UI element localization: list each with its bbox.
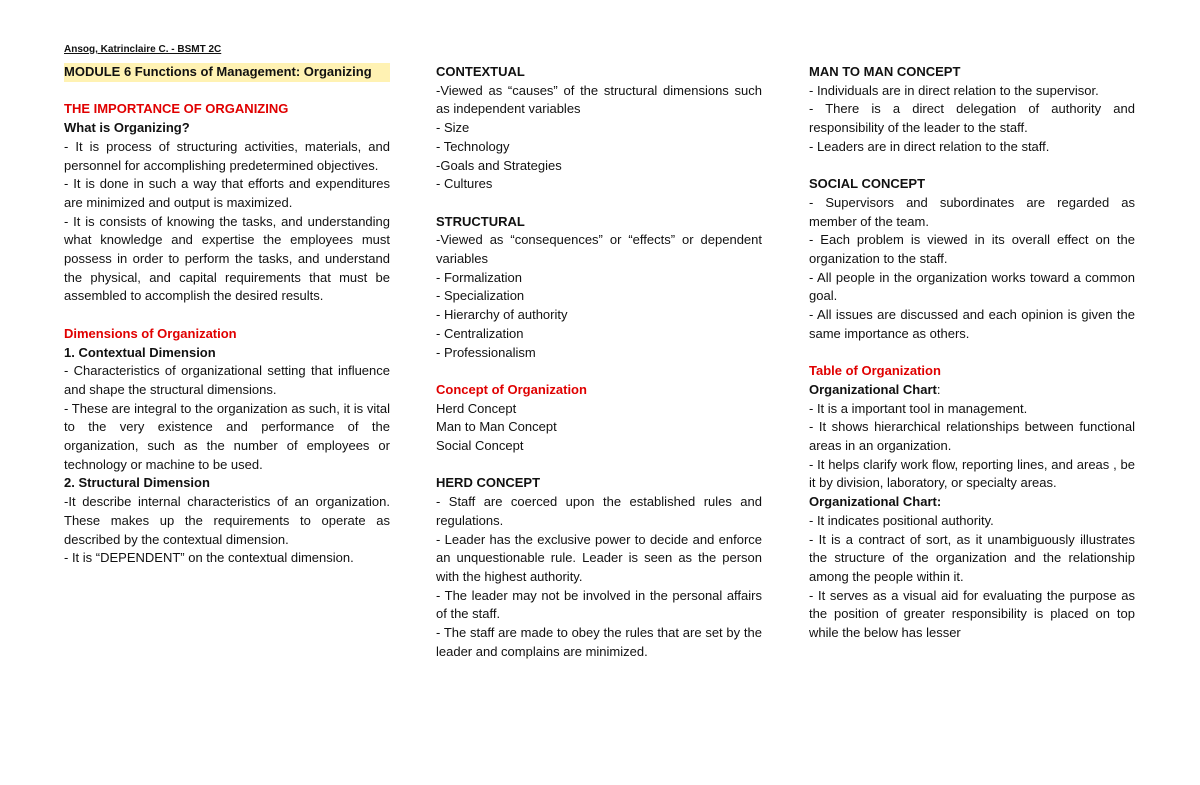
- paragraph: - Characteristics of organizational setting that influence and shape the structural dimensions.: [64, 363, 390, 397]
- chart1-colon: :: [936, 381, 941, 397]
- contextual-heading: CONTEXTUAL: [436, 64, 525, 79]
- structural-dimension-heading: 2. Structural Dimension: [64, 475, 210, 491]
- list-item: -Viewed as “causes” of the structural dimensions such as independent variables: [436, 82, 762, 117]
- structural-heading: STRUCTURAL: [436, 213, 525, 229]
- paragraph: - It is done in such a way that efforts and expenditures are minimized and output is maximized.: [64, 176, 390, 210]
- paragraph: - It is “DEPENDENT” on the contextual dimension.: [64, 550, 354, 566]
- list-item: Herd Concept: [436, 400, 517, 416]
- list-item: - Supervisors and subordinates are regarded as member of the team.: [809, 194, 1135, 229]
- contextual-dimension-heading: 1. Contextual Dimension: [64, 344, 216, 360]
- list-item: - It helps clarify work flow, reporting lines, and areas , be it by division, laboratory, or specialty areas.: [809, 456, 1135, 491]
- column-left: [64, 63, 390, 568]
- dimensions-heading: Dimensions of Organization: [64, 325, 237, 341]
- list-item: - Professionalism: [436, 344, 536, 360]
- list-item: - All issues are discussed and each opinion is given the same importance as others.: [809, 307, 1135, 341]
- paragraph: -It describe internal characteristics of an organization. These makes up the requirements to operate as described by the contextual dimension.: [64, 494, 390, 547]
- herd-heading: HERD CONCEPT: [436, 475, 541, 491]
- list-item: Man to Man Concept: [436, 419, 557, 435]
- list-item: - It is a important tool in management.: [809, 400, 1028, 416]
- list-item: - Leaders are in direct relation to the staff.: [809, 138, 1050, 154]
- list-item: - Technology: [436, 138, 510, 154]
- list-item: - It indicates positional authority.: [809, 512, 994, 528]
- paragraph: - It is process of structuring activities, materials, and personnel for accomplishing predetermined objectives.: [64, 138, 390, 173]
- list-item: - The staff are made to obey the rules that are set by the leader and complains are minimized.: [436, 625, 762, 659]
- table-heading: Table of Organization: [809, 363, 941, 379]
- list-item: - All people in the organization works toward a common goal.: [809, 269, 1135, 304]
- list-item: - Specialization: [436, 288, 525, 304]
- list-item: - Hierarchy of authority: [436, 307, 568, 323]
- concept-heading: Concept of Organization: [436, 381, 587, 397]
- module-title: MODULE 6 Functions of Management: Organizing: [64, 63, 390, 82]
- paragraph: - These are integral to the organization as such, it is vital to the very existence and performance of the organization, such as the number of employees or technology or machine to be used.: [64, 400, 390, 472]
- list-item: -Goals and Strategies: [436, 157, 562, 173]
- list-item: Social Concept: [436, 438, 524, 454]
- chart1-heading-line: [809, 381, 1135, 400]
- list-item: - Formalization: [436, 269, 522, 285]
- importance-heading: THE IMPORTANCE OF ORGANIZING: [64, 101, 289, 117]
- paragraph: - It is consists of knowing the tasks, and understanding what knowledge and expertise the employees must possess in order to perform the tasks, and understand the physical, and capital requirements that must be assembled to accomplish the desired results.: [64, 213, 390, 304]
- what-is-heading: What is Organizing?: [64, 120, 190, 136]
- list-item: - Leader has the exclusive power to decide and enforce an unquestionable rule. Leader is seen as the person with the highest authority.: [436, 531, 762, 584]
- list-item: - There is a direct delegation of authority and responsibility of the leader to the staff.: [809, 101, 1135, 136]
- list-item: - It serves as a visual aid for evaluating the purpose as the position of greater responsibility is placed on top while the below has lesser: [809, 587, 1135, 641]
- list-item: - The leader may not be involved in the personal affairs of the staff.: [436, 587, 762, 622]
- list-item: - Individuals are in direct relation to the supervisor.: [809, 82, 1099, 98]
- list-item: - Size: [436, 120, 470, 136]
- column-right: [809, 63, 1135, 643]
- list-item: -Viewed as “consequences” or “effects” or dependent variables: [436, 232, 762, 267]
- column-middle: [436, 63, 762, 661]
- list-item: - Staff are coerced upon the established rules and regulations.: [436, 494, 762, 528]
- author-line: Ansog, Katrinclaire C. - BSMT 2C: [64, 44, 222, 55]
- list-item: - It is a contract of sort, as it unambiguously illustrates the structure of the organization and the relationship among the people within it.: [809, 531, 1135, 584]
- list-item: - Each problem is viewed in its overall effect on the organization to the staff.: [809, 232, 1135, 267]
- chart1-heading: Organizational Chart: [809, 381, 937, 397]
- list-item: - It shows hierarchical relationships between functional areas in an organization.: [809, 419, 1135, 454]
- list-item: - Cultures: [436, 176, 493, 192]
- chart2-heading: Organizational Chart:: [809, 494, 942, 510]
- social-heading: SOCIAL CONCEPT: [809, 176, 926, 192]
- list-item: - Centralization: [436, 325, 524, 341]
- man-to-man-heading: MAN TO MAN CONCEPT: [809, 64, 961, 79]
